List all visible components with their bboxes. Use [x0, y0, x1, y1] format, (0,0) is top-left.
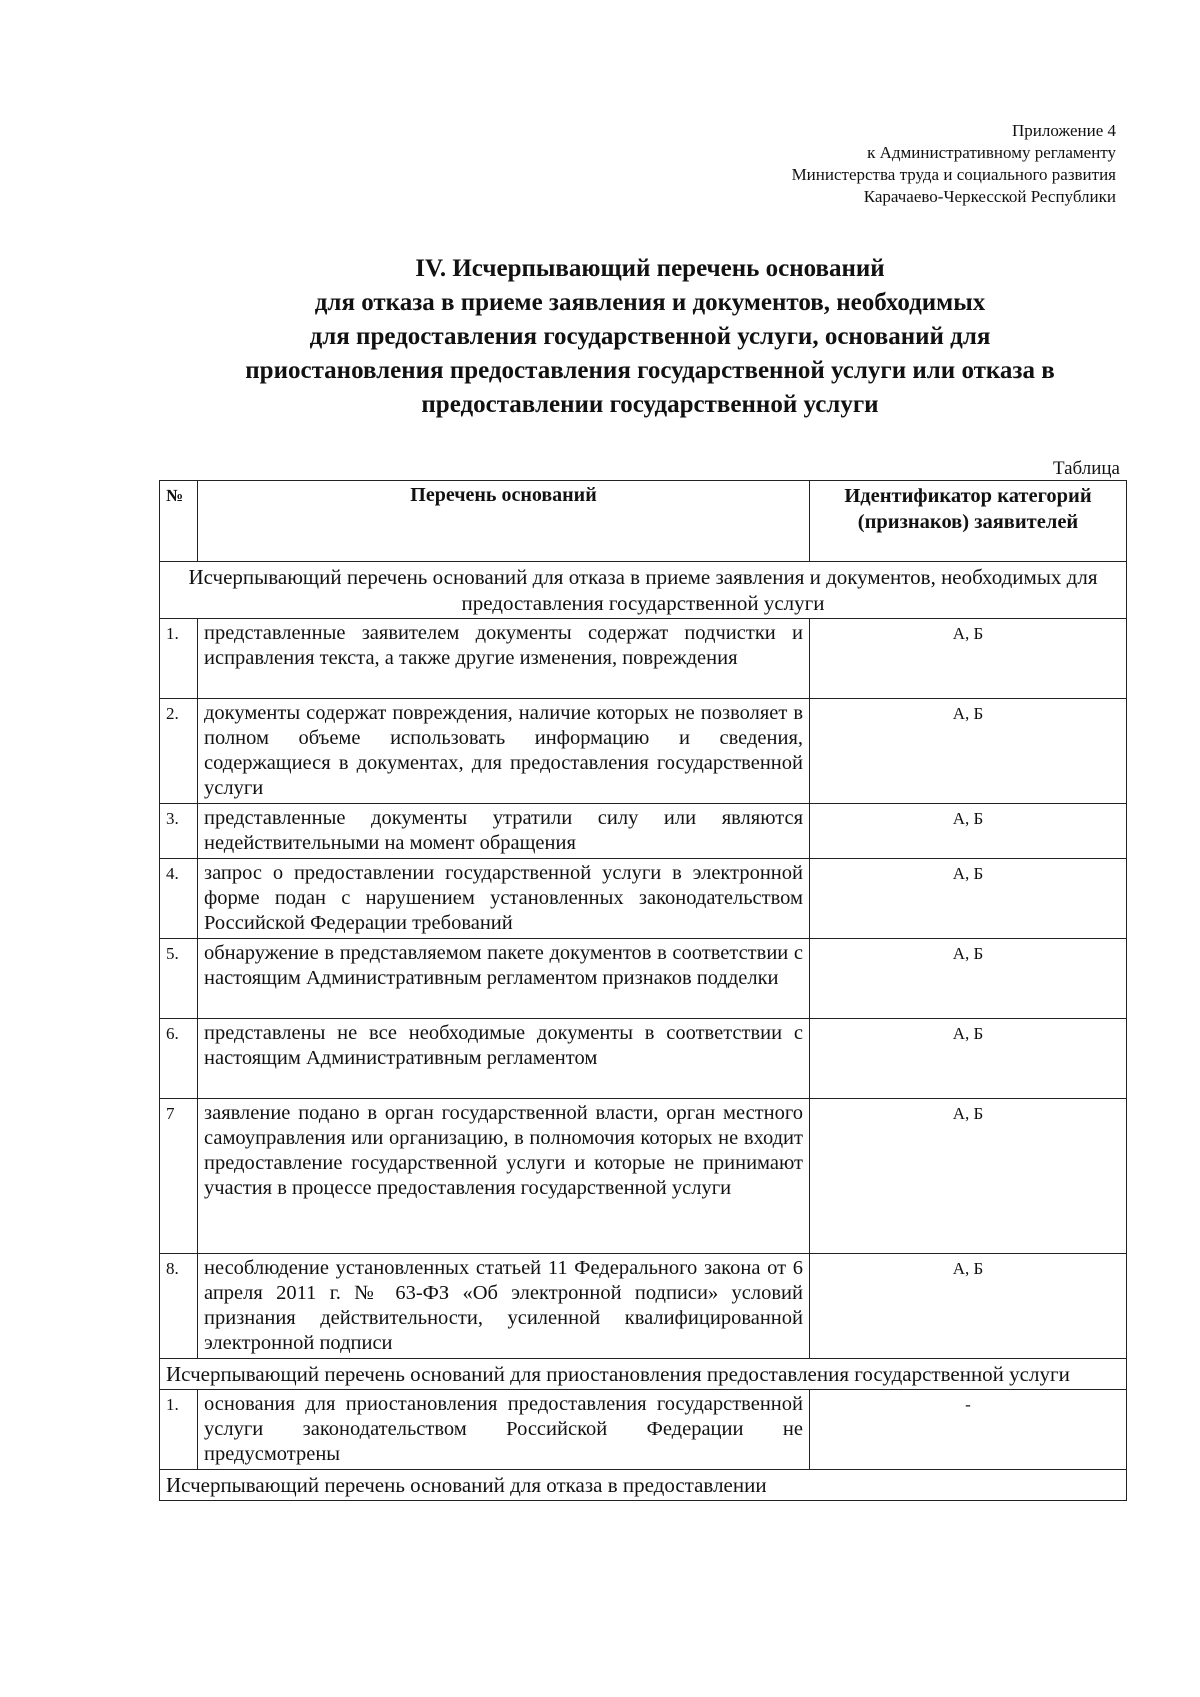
appendix-header	[656, 120, 1116, 208]
appendix-line: к Административному регламенту	[867, 143, 1116, 162]
section-row	[160, 1359, 1127, 1390]
table-row	[160, 939, 1127, 1019]
row-number: 1.	[160, 619, 198, 699]
row-reason: обнаружение в представляемом пакете документов в соответствии с настоящим Административным регламентом признаков подделки	[198, 939, 810, 1019]
row-category: А, Б	[810, 699, 1127, 804]
row-category: А, Б	[810, 859, 1127, 939]
row-reason: документы содержат повреждения, наличие которых не позволяет в полном объеме использовать информацию и сведения, содержащиеся в документах, для предоставления государственной услуги	[198, 699, 810, 804]
table-row	[160, 859, 1127, 939]
table-row	[160, 1390, 1127, 1470]
row-category: -	[810, 1390, 1127, 1470]
appendix-line: Карачаево-Черкесской Республики	[863, 187, 1116, 206]
row-number: 5.	[160, 939, 198, 1019]
appendix-line: Приложение 4	[1012, 121, 1116, 140]
table-row	[160, 1019, 1127, 1099]
row-reason: представленные документы утратили силу или являются недействительными на момент обращения	[198, 804, 810, 859]
title-line: предоставлении государственной услуги	[421, 391, 879, 418]
row-category: А, Б	[810, 1019, 1127, 1099]
table-row	[160, 699, 1127, 804]
row-category: А, Б	[810, 619, 1127, 699]
row-number: 2.	[160, 699, 198, 804]
title-line: для отказа в приеме заявления и документов, необходимых	[314, 289, 986, 316]
section-title-refusal-acceptance: Исчерпывающий перечень оснований для отказа в приеме заявления и документов, необходимых для предоставления государственной услуги	[160, 562, 1127, 619]
row-number: 8.	[160, 1254, 198, 1359]
row-number: 6.	[160, 1019, 198, 1099]
document-title	[160, 252, 1140, 422]
header-reasons: Перечень оснований	[198, 481, 810, 562]
header-category-id: Идентификатор категорий (признаков) заявителей	[810, 481, 1127, 562]
row-number: 7	[160, 1099, 198, 1254]
table-header-row	[160, 481, 1127, 562]
row-reason: заявление подано в орган государственной власти, орган местного самоуправления или организацию, в полномочия которых не входит предоставление государственной услуги и которые не принимают участия в процессе предоставления государственной услуги	[198, 1099, 810, 1254]
row-reason: запрос о предоставлении государственной услуги в электронной форме подан с нарушением установленных законодательством Российской Федерации требований	[198, 859, 810, 939]
section-title-refusal-provision: Исчерпывающий перечень оснований для отказа в предоставлении	[160, 1470, 1127, 1501]
row-category: А, Б	[810, 1099, 1127, 1254]
row-number: 1.	[160, 1390, 198, 1470]
row-reason: представленные заявителем документы содержат подчистки и исправления текста, а также другие изменения, повреждения	[198, 619, 810, 699]
section-row	[160, 1470, 1127, 1501]
row-reason: несоблюдение установленных статьей 11 Федерального закона от 6 апреля 2011 г. № 63-ФЗ «Об электронной подписи» условий признания действительности, усиленной квалифицированной электронной подписи	[198, 1254, 810, 1359]
table-row	[160, 1254, 1127, 1359]
row-number: 4.	[160, 859, 198, 939]
title-line: IV. Исчерпывающий перечень оснований	[415, 255, 885, 282]
row-reason: основания для приостановления предоставления государственной услуги законодательством Российской Федерации не предусмотрены	[198, 1390, 810, 1470]
title-line: приостановления предоставления государственной услуги или отказа в	[245, 357, 1055, 384]
table-row	[160, 619, 1127, 699]
header-number: №	[160, 481, 198, 562]
table-row	[160, 804, 1127, 859]
section-title-suspension: Исчерпывающий перечень оснований для приостановления предоставления государственной услуги	[160, 1359, 1127, 1390]
row-reason: представлены не все необходимые документы в соответствии с настоящим Административным регламентом	[198, 1019, 810, 1099]
title-line: для предоставления государственной услуги, оснований для	[309, 323, 991, 350]
appendix-line: Министерства труда и социального развития	[791, 165, 1116, 184]
table-caption: Таблица	[1052, 458, 1120, 479]
row-category: А, Б	[810, 939, 1127, 1019]
section-row	[160, 562, 1127, 619]
row-number: 3.	[160, 804, 198, 859]
row-category: А, Б	[810, 1254, 1127, 1359]
row-category: А, Б	[810, 804, 1127, 859]
grounds-table	[159, 480, 1127, 1501]
table-row	[160, 1099, 1127, 1254]
